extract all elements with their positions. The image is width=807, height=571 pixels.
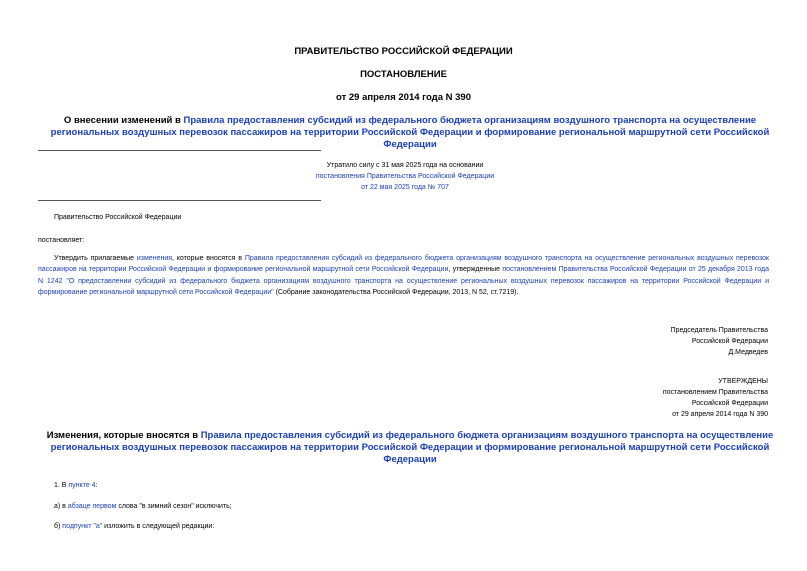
- item-a: [54, 501, 232, 512]
- approve-text: Утвердить прилагаемые: [54, 255, 135, 262]
- changes-title-prefix: Изменения, которые вносятся в: [46, 430, 201, 441]
- approved-date: от 29 апреля 2014 года N 390: [672, 411, 768, 418]
- signature-name: Д.Медведев: [728, 349, 768, 356]
- rules-link[interactable]: Правила предоставления субсидий из федерального бюджета организациям воздушного транспорта на осуществление региональных воздушных перевозок пассажиров на территории Российской Федерации и формирование региональной маршрутной сети Российской Федерации: [38, 255, 769, 274]
- item-1-prefix: 1. В: [54, 482, 69, 489]
- which-text: , которые вносятся в: [172, 255, 242, 262]
- item-b-prefix: б): [54, 523, 63, 530]
- item-1-suffix: :: [95, 482, 98, 489]
- document-date-number: от 29 апреля 2014 года N 390: [336, 92, 471, 103]
- item-a-prefix: а) в: [54, 503, 68, 510]
- signature-position: Председатель Правительства: [670, 327, 768, 334]
- validity-notice: [240, 160, 570, 193]
- approved-by: постановлением Правительства: [662, 389, 768, 396]
- approve-paragraph: [38, 253, 769, 299]
- title-rules-link[interactable]: Правила предоставления субсидий из федерального бюджета организациям воздушного транспорта на осуществление региональных воздушных перевозок пассажиров на территории Российской Федерации и формирование региональной маршрутной сети Российской Федерации: [50, 115, 770, 150]
- title-prefix: О внесении изменений в: [63, 115, 184, 126]
- government-heading: ПРАВИТЕЛЬСТВО РОССИЙСКОЙ ФЕДЕРАЦИИ: [294, 46, 513, 57]
- approved-heading: УТВЕРЖДЕНЫ: [718, 378, 768, 385]
- item-1-link[interactable]: пункте 4: [68, 482, 96, 489]
- decrees-text: постановляет:: [38, 237, 85, 244]
- divider-bottom: [38, 200, 321, 201]
- signature-block: [560, 325, 768, 358]
- item-1: [54, 480, 98, 491]
- changes-title-rules-link[interactable]: Правила предоставления субсидий из федерального бюджета организациям воздушного транспорта на осуществление региональных воздушных перевозок пассажиров на территории Российской Федерации и формирование региональной маршрутной сети Российской Федерации: [50, 430, 774, 465]
- notice-date-link[interactable]: от 22 мая 2025 года № 707: [361, 184, 449, 191]
- approved-country: Российской Федерации: [691, 400, 768, 407]
- decree-1242-link[interactable]: постановлением Правительства Российской Федерации от 25 декабря 2013 года N 1242 "О предоставлении субсидий из федерального бюджета организациям воздушного транспорта на осуществление региональных воздушных перевозок пассажиров на территории Российской Федерации и формирование региональной маршрутной сети Российской Федерации": [38, 266, 769, 297]
- item-b: [54, 521, 214, 532]
- notice-decree-link[interactable]: постановления Правительства Российской Федерации: [315, 173, 495, 180]
- signature-country: Российской Федерации: [691, 338, 768, 345]
- item-a-suffix: слова "в зимний сезон" исключить;: [116, 503, 232, 510]
- document-title: [30, 115, 790, 151]
- notice-line: Утратило силу с 31 мая 2025 года на основании: [326, 162, 484, 169]
- intro-text: Правительство Российской Федерации: [54, 214, 182, 221]
- source-text: (Собрание законодательства Российской Федерации, 2013, N 52, ст.7219).: [273, 289, 519, 297]
- document-type: ПОСТАНОВЛЕНИЕ: [360, 69, 447, 80]
- divider-top: [38, 150, 321, 151]
- item-b-link[interactable]: подпункт "а": [62, 523, 103, 530]
- changes-title: [30, 430, 790, 466]
- item-a-link[interactable]: абзаце первом: [67, 503, 117, 510]
- approved-by-text: , утвержденные: [448, 266, 501, 274]
- item-b-suffix: изложить в следующей редакции:: [102, 523, 215, 530]
- approved-block: [560, 376, 768, 420]
- changes-link[interactable]: изменения: [136, 255, 173, 262]
